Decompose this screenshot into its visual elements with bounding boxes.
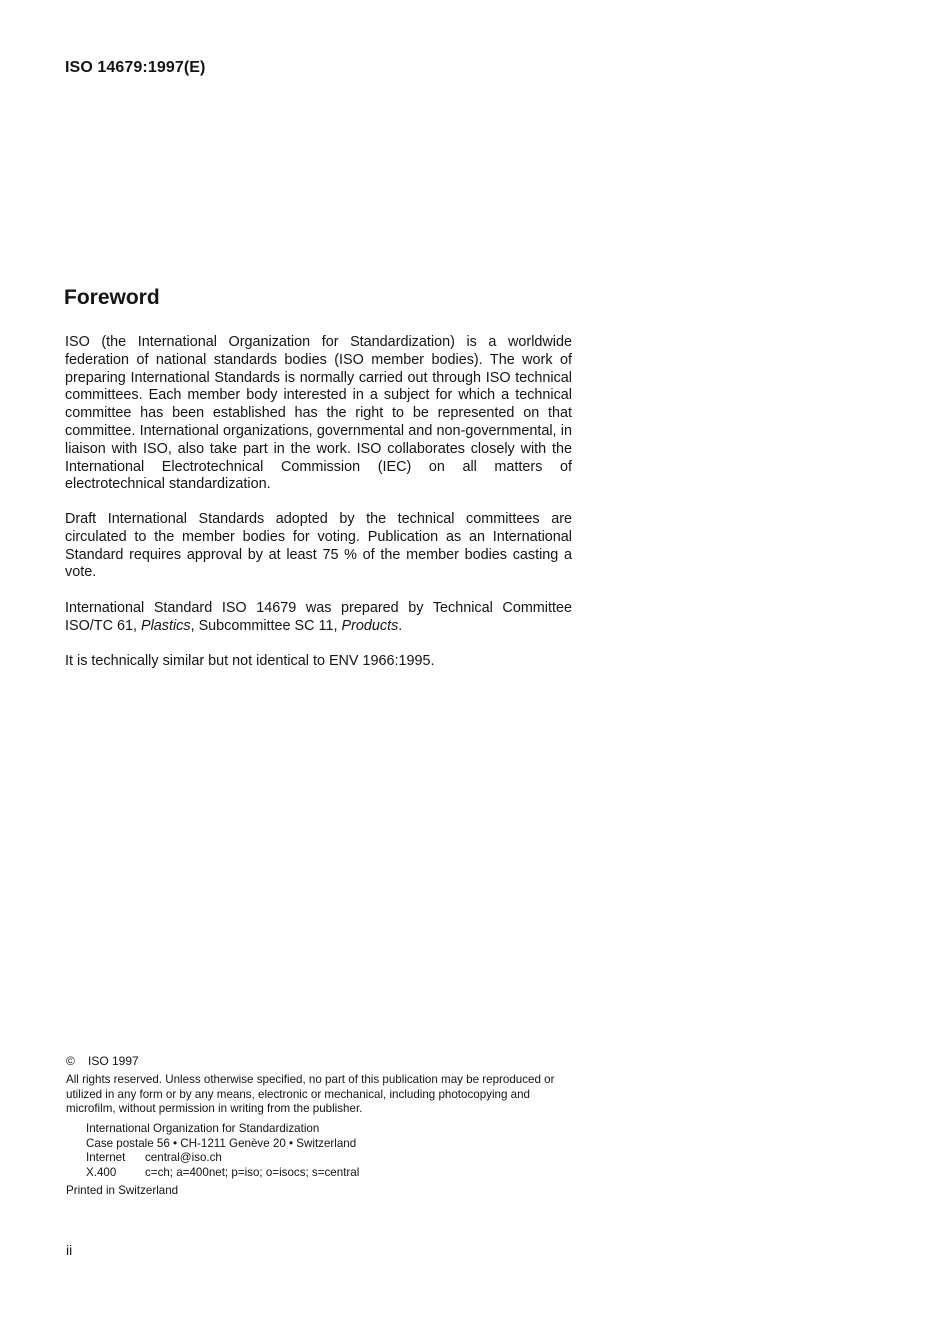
x400-address: c=ch; a=400net; p=iso; o=isocs; s=central [145, 1165, 360, 1179]
document-identifier: ISO 14679:1997(E) [65, 59, 206, 76]
copyright-year: ISO 1997 [88, 1054, 139, 1068]
subcommittee-name-products: Products [341, 617, 399, 634]
paragraph-3-text-start: International Standard ISO 14679 was prepared by Technical Committee ISO/TC 61, [65, 600, 572, 634]
foreword-paragraph-3 [65, 600, 572, 636]
rights-statement: All rights reserved. Unless otherwise specified, no part of this publication may be reproduced or utilized in any form or by any means, electronic or mechanical, including photocopying and microfilm, without permission in writing from the publisher. [66, 1073, 555, 1115]
internet-address: central@iso.ch [145, 1151, 222, 1164]
foreword-heading: Foreword [64, 286, 160, 309]
page-number: ii [66, 1242, 73, 1258]
x400-contact [86, 1166, 359, 1181]
postal-address: Case postale 56 • CH-1211 Genève 20 • Switzerland [86, 1136, 357, 1150]
printed-location: Printed in Switzerland [66, 1184, 179, 1197]
publisher-address [86, 1122, 359, 1180]
foreword-paragraph-2: Draft International Standards adopted by the technical committees are circulated to the member bodies for voting. Publication as an International Standard requires approval by at least 75 % of the member bodies casting a vote. [65, 511, 572, 581]
foreword-paragraph-1: ISO (the International Organization for Standardization) is a worldwide federation of national standards bodies (ISO member bodies). The work of preparing International Standards is normally carried out through ISO technical committees. Each member body interested in a subject for which a technical committee has been established has the right to be represented on that committee. International organizations, governmental and non-governmental, in liaison with ISO, also take part in the work. ISO collaborates closely with the International Electrotechnical Commission (IEC) on all matters of electrotechnical standardization. [65, 334, 572, 493]
committee-name-plastics: Plastics [140, 617, 191, 634]
copyright-icon: © [66, 1054, 75, 1068]
internet-contact [86, 1151, 359, 1166]
copyright-notice [66, 1054, 139, 1068]
foreword-paragraph-4: It is technically similar but not identical to ENV 1966:1995. [65, 653, 435, 669]
publisher-name: International Organization for Standardization [86, 1122, 320, 1135]
internet-label: Internet [86, 1151, 126, 1164]
x400-label: X.400 [86, 1165, 117, 1179]
paragraph-3-text-middle: , Subcommittee SC 11, [190, 617, 342, 634]
paragraph-3-text-end: . [398, 617, 403, 634]
